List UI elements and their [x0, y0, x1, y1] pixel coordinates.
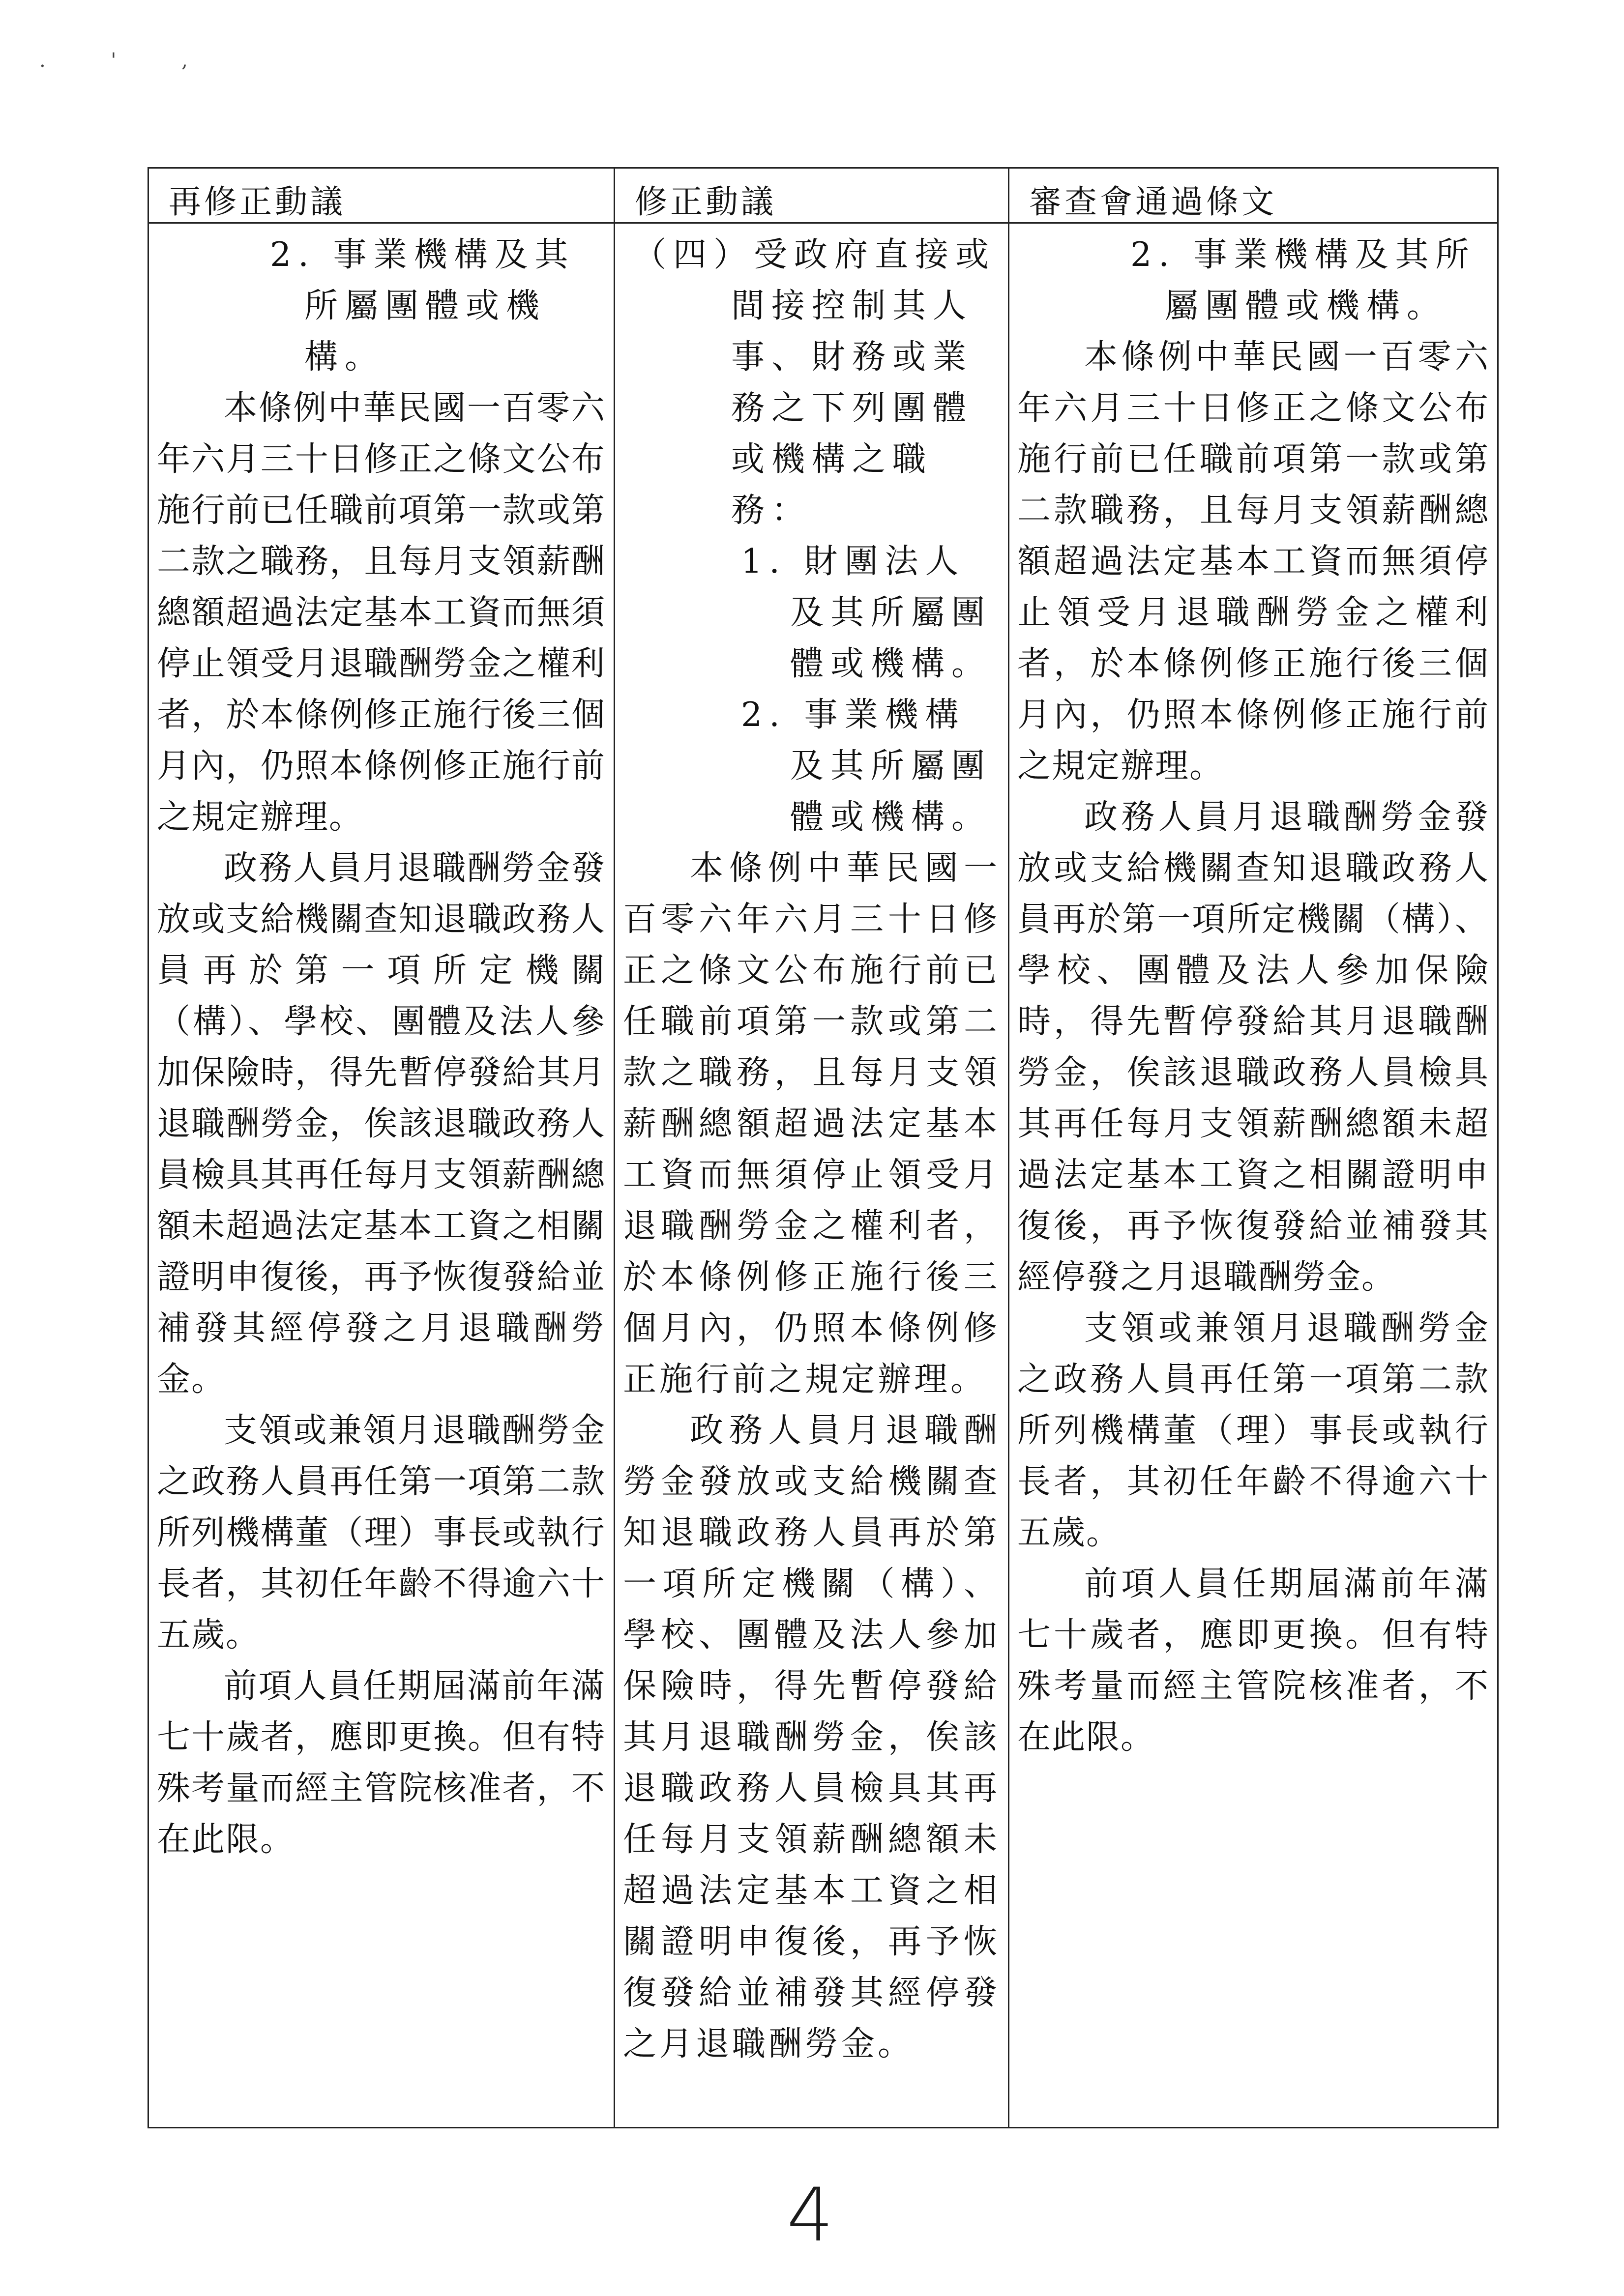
page-number: 4	[787, 2173, 834, 2258]
middle-paragraph-1: 本條例中華民國一百零六年六月三十日修正之條文公布施行前已任職前項第一款或第二款之職務，且每月支領薪酬總額超過法定基本工資而無須停止領受月退職酬勞金之權利者，於本條例修正施行後三個月內，仍照本條例修正施行前之規定辦理。	[623, 849, 1000, 1399]
middle-column	[615, 223, 1009, 2128]
content-row	[148, 223, 1498, 2128]
left-paragraph-3: 支領或兼領月退職酬勞金之政務人員再任第一項第二款所列機構董（理）事長或執行長者，其初任年齡不得逾六十五歲。	[157, 1411, 606, 1655]
middle-paragraph-2: 政務人員月退職酬勞金發放或支給機關查知退職政務人員再於第一項所定機關（構）、學校、團體及法人參加保險時，得先暫停發給其月退職酬勞金，俟該退職政務人員檢具其再任每月支領薪酬總額未超過法定基本工資之相關證明申復後，再予恢復發給並補發其經停發之月退職酬勞金。	[623, 1411, 1000, 2063]
left-paragraph-1: 本條例中華民國一百零六年六月三十日修正之條文公布施行前已任職前項第一款或第二款之職務，且每月支領薪酬總額超過法定基本工資而無須停止領受月退職酬勞金之權利者，於本條例修正施行後三個月內，仍照本條例修正施行前之規定辦理。	[157, 389, 606, 837]
middle-item-1: 1. 財團法人及其所屬團體或機構。	[741, 542, 992, 683]
comparison-table	[148, 167, 1499, 2128]
middle-item-2: 2. 事業機構及其所屬團體或機構。	[741, 696, 992, 837]
right-paragraph-1: 本條例中華民國一百零六年六月三十日修正之條文公布施行前已任職前項第一款或第二款職務，且每月支領薪酬總額超過法定基本工資而無須停止領受月退職酬勞金之權利者，於本條例修正施行後三個月內，仍照本條例修正施行前之規定辦理。	[1017, 338, 1489, 785]
header-resubmitted-motion: 再修正動議	[148, 168, 615, 223]
middle-clause-4: （四）受政府直接或間接控制其人事、財務或業務之下列團體或機構之職務：	[633, 235, 996, 530]
scan-marks: . ' ,	[39, 49, 217, 72]
right-column	[1009, 223, 1498, 2128]
right-item-2: 2. 事業機構及其所屬團體或機構。	[1130, 235, 1476, 325]
header-amendment-motion: 修正動議	[615, 168, 1009, 223]
right-paragraph-3: 支領或兼領月退職酬勞金之政務人員再任第一項第二款所列機構董（理）事長或執行長者，其初任年齡不得逾六十五歲。	[1017, 1309, 1489, 1552]
left-paragraph-4: 前項人員任期屆滿前年滿七十歲者，應即更換。但有特殊考量而經主管院核准者，不在此限。	[157, 1667, 606, 1859]
header-row	[148, 168, 1498, 223]
right-paragraph-2: 政務人員月退職酬勞金發放或支給機關查知退職政務人員再於第一項所定機關（構）、學校、團體及法人參加保險時，得先暫停發給其月退職酬勞金，俟該退職政務人員檢具其再任每月支領薪酬總額未超過法定基本工資之相關證明申復後，再予恢復發給並補發其經停發之月退職酬勞金。	[1017, 798, 1489, 1297]
left-item-2: 2. 事業機構及其所屬團體或機構。	[270, 235, 575, 377]
header-committee-passed-text: 審查會通過條文	[1009, 168, 1498, 223]
left-column	[148, 223, 615, 2128]
right-paragraph-4: 前項人員任期屆滿前年滿七十歲者，應即更換。但有特殊考量而經主管院核准者，不在此限。	[1017, 1565, 1489, 1757]
left-paragraph-2: 政務人員月退職酬勞金發放或支給機關查知退職政務人員再於第一項所定機關（構）、學校、團體及法人參加保險時，得先暫停發給其月退職酬勞金，俟該退職政務人員檢具其再任每月支領薪酬總額未超過法定基本工資之相關證明申復後，再予恢復發給並補發其經停發之月退職酬勞金。	[157, 849, 606, 1399]
